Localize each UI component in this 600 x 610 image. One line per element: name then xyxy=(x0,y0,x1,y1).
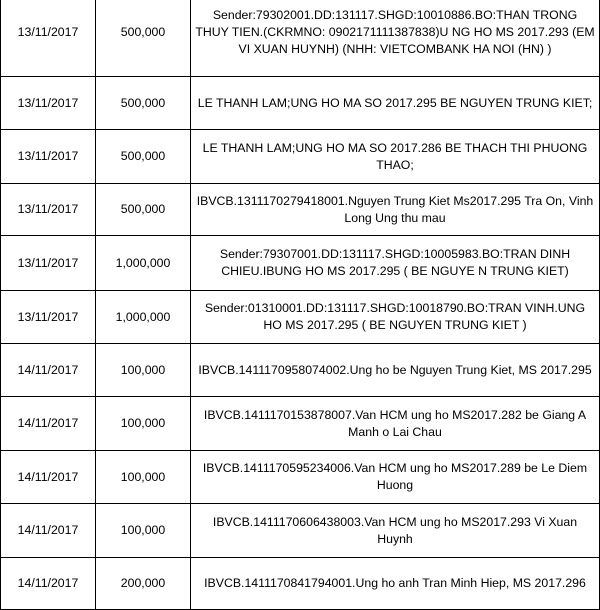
table-row xyxy=(1,291,600,344)
date-cell: 14/11/2017 xyxy=(1,504,96,558)
table-row xyxy=(1,451,600,504)
table-row xyxy=(1,558,600,610)
amount-cell: 500,000 xyxy=(96,77,191,130)
date-cell: 14/11/2017 xyxy=(1,451,96,504)
amount-cell: 100,000 xyxy=(96,451,191,504)
description-cell: Sender:79307001.DD:131117.SHGD:10005983.BO:TRAN DINH CHIEU.IBUNG HO MS 2017.295 ( BE NGUYE N TRUNG KIET) xyxy=(191,236,600,291)
table-row xyxy=(1,0,600,77)
description-cell: IBVCB.1411170595234006.Van HCM ung ho MS2017.289 be Le Diem Huong xyxy=(191,451,600,504)
table-row xyxy=(1,77,600,130)
date-cell: 14/11/2017 xyxy=(1,344,96,397)
amount-cell: 200,000 xyxy=(96,558,191,610)
description-cell: IBVCB.1411170606438003.Van HCM ung ho MS2017.293 Vi Xuan Huynh xyxy=(191,504,600,558)
description-cell: IBVCB.1411170841794001.Ung ho anh Tran Minh Hiep, MS 2017.296 xyxy=(191,558,600,610)
date-cell: 13/11/2017 xyxy=(1,291,96,344)
date-cell: 13/11/2017 xyxy=(1,184,96,236)
date-cell: 13/11/2017 xyxy=(1,130,96,184)
description-cell: LE THANH LAM;UNG HO MA SO 2017.295 BE NGUYEN TRUNG KIET; xyxy=(191,77,600,130)
date-cell: 14/11/2017 xyxy=(1,558,96,610)
description-cell: Sender:79302001.DD:131117.SHGD:10010886.BO:THAN TRONG THUY TIEN.(CKRMNO: 0902171111387838)U NG HO MS 2017.293 (EM VI XUAN HUYNH) (NHH: VIETCOMBANK HA NOI (HN) ) xyxy=(191,0,600,77)
amount-cell: 1,000,000 xyxy=(96,291,191,344)
date-cell: 13/11/2017 xyxy=(1,0,96,77)
date-cell: 13/11/2017 xyxy=(1,77,96,130)
amount-cell: 1,000,000 xyxy=(96,236,191,291)
description-cell: IBVCB.1311170279418001.Nguyen Trung Kiet Ms2017.295 Tra On, Vinh Long Ung thu mau xyxy=(191,184,600,236)
description-cell: LE THANH LAM;UNG HO MA SO 2017.286 BE THACH THI PHUONG THAO; xyxy=(191,130,600,184)
date-cell: 13/11/2017 xyxy=(1,236,96,291)
table-row xyxy=(1,236,600,291)
amount-cell: 100,000 xyxy=(96,504,191,558)
table-row xyxy=(1,344,600,397)
table-row xyxy=(1,130,600,184)
amount-cell: 500,000 xyxy=(96,130,191,184)
amount-cell: 500,000 xyxy=(96,0,191,77)
amount-cell: 500,000 xyxy=(96,184,191,236)
amount-cell: 100,000 xyxy=(96,397,191,451)
table-row xyxy=(1,397,600,451)
description-cell: Sender:01310001.DD:131117.SHGD:10018790.BO:TRAN VINH.UNG HO MS 2017.295 ( BE NGUYEN TRUNG KIET ) xyxy=(191,291,600,344)
description-cell: IBVCB.1411170958074002.Ung ho be Nguyen Trung Kiet, MS 2017.295 xyxy=(191,344,600,397)
date-cell: 14/11/2017 xyxy=(1,397,96,451)
table-row xyxy=(1,504,600,558)
amount-cell: 100,000 xyxy=(96,344,191,397)
description-cell: IBVCB.1411170153878007.Van HCM ung ho MS2017.282 be Giang A Manh o Lai Chau xyxy=(191,397,600,451)
table-row xyxy=(1,184,600,236)
